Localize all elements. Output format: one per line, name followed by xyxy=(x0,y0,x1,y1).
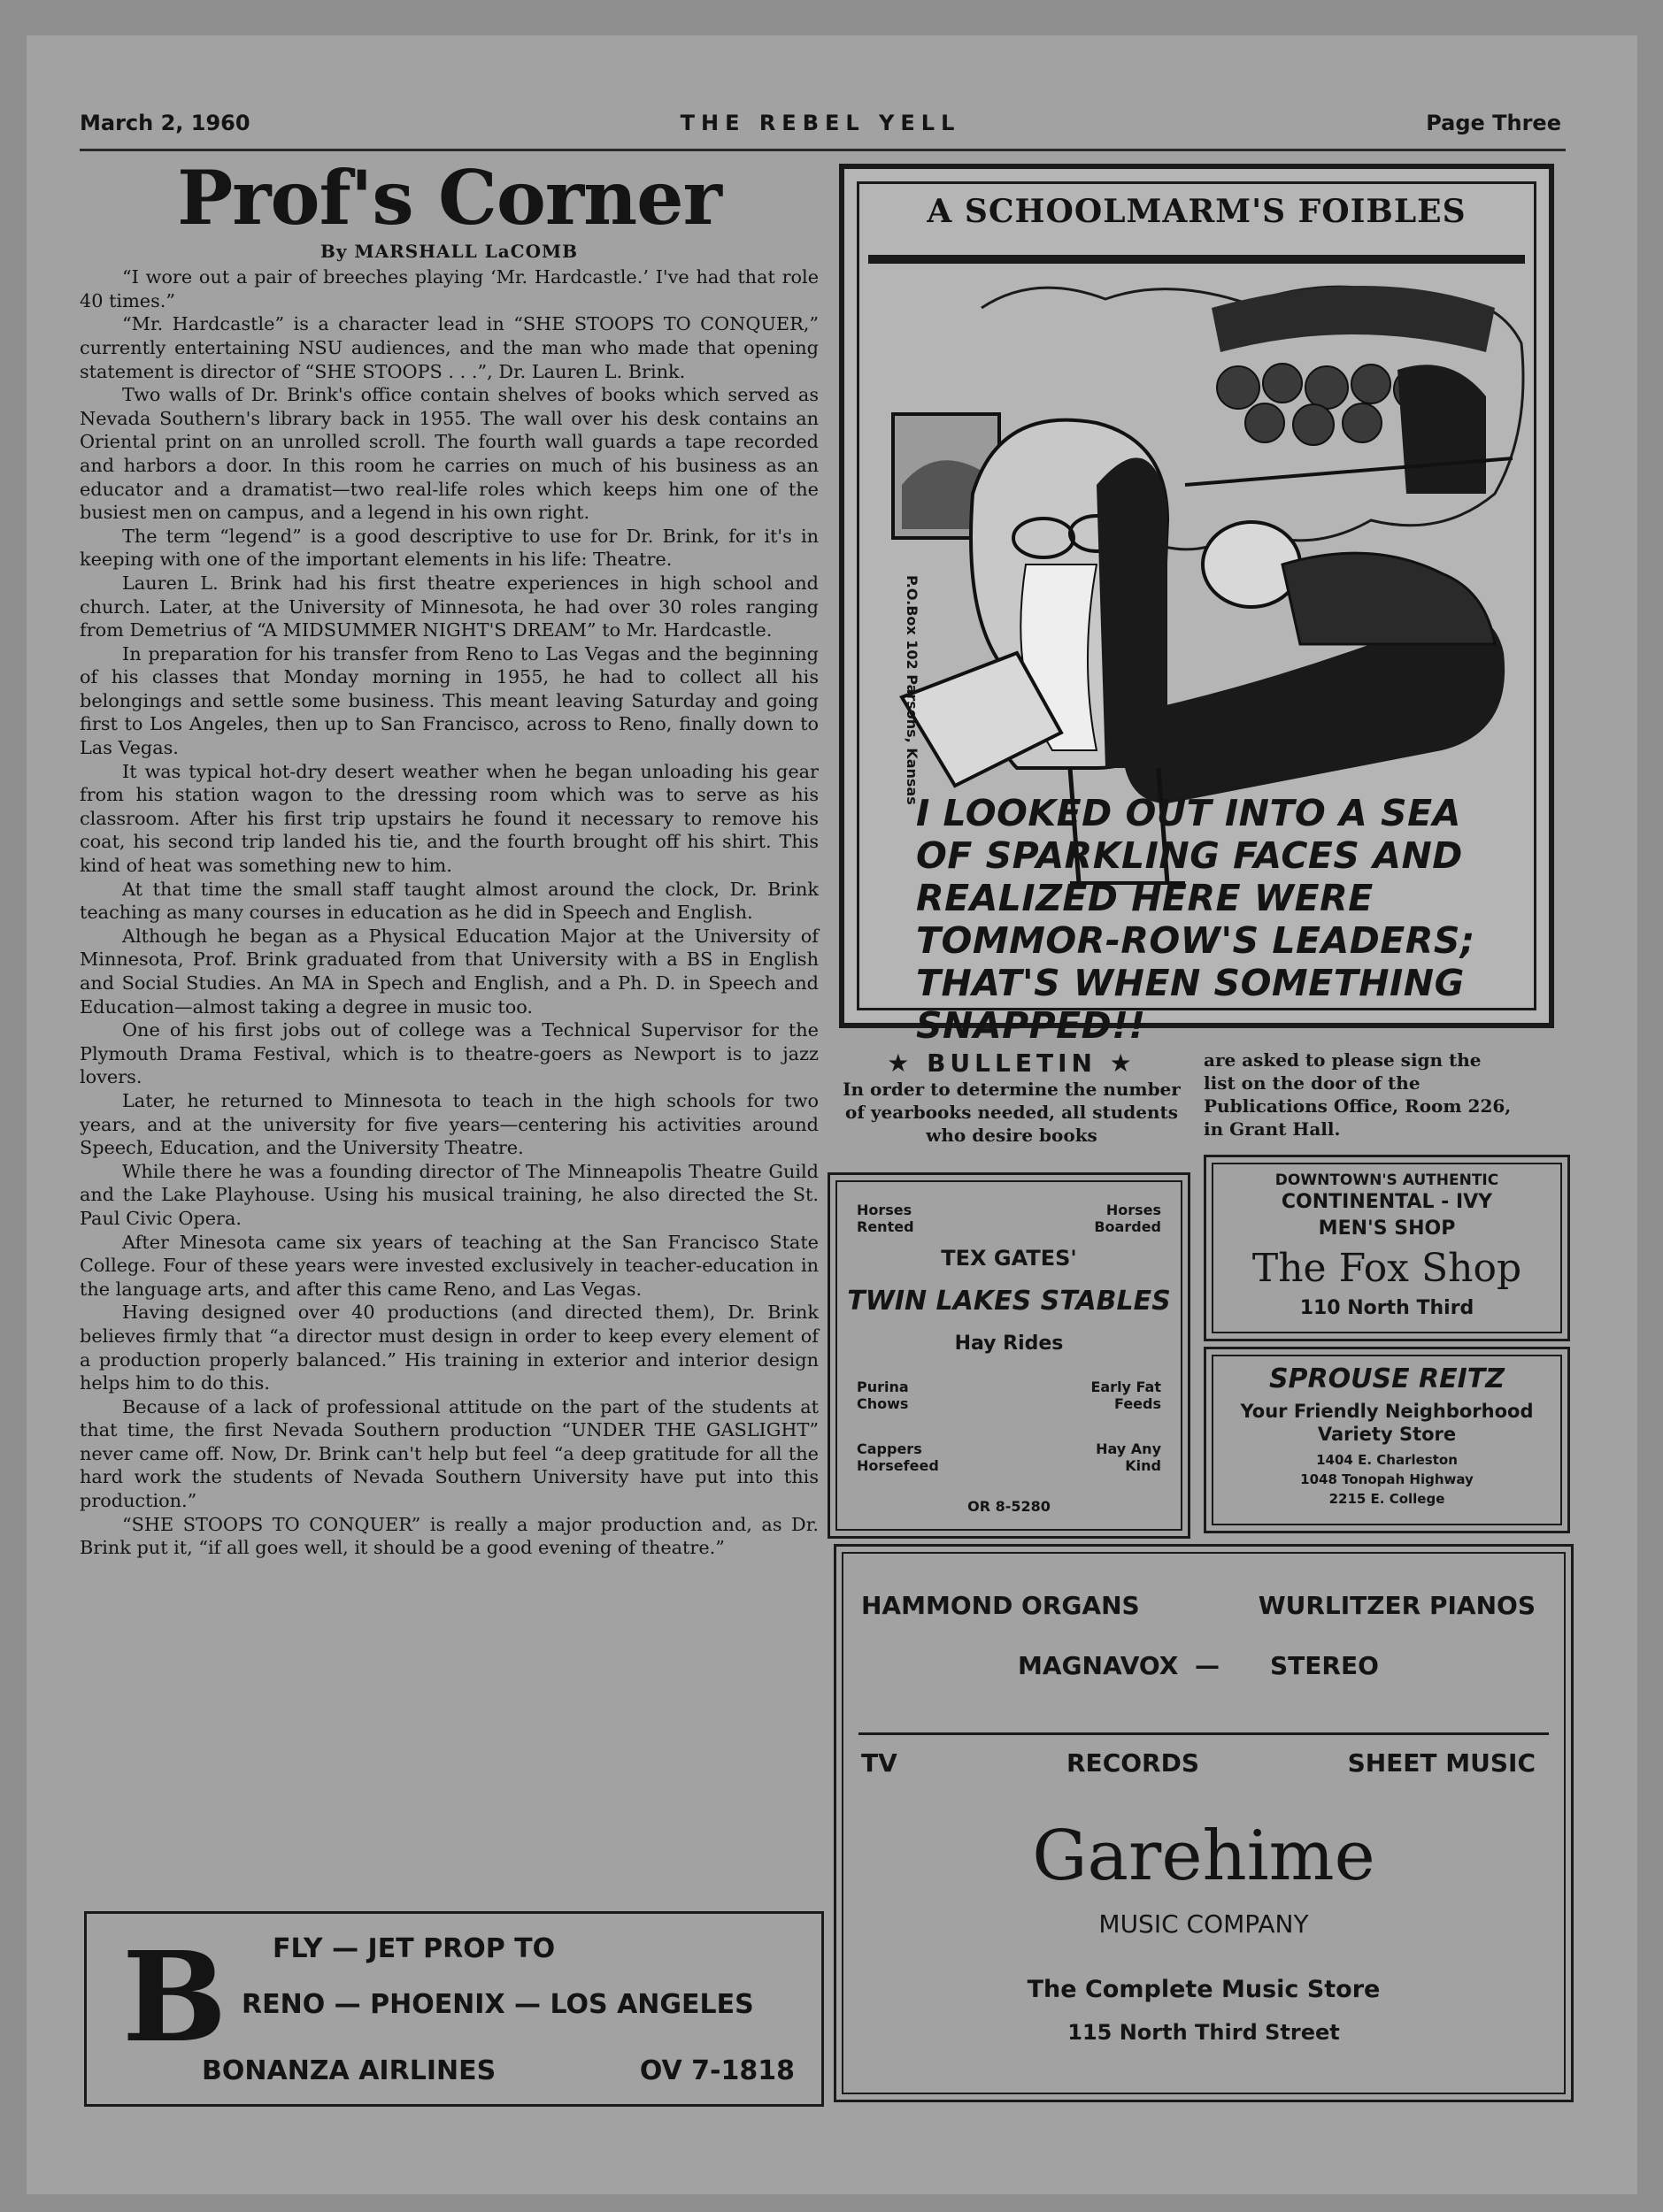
article-paragraph: It was typical hot-dry desert weather when he began unloading his gear from his station wagon to the dressing room which was to serve as his classroom. After his first trip upstairs he found it necessary to remove his coat, his second trip landed his tie, and the fourth brought off his shirt. This kind of heat was something new to him. xyxy=(80,760,819,877)
article-paragraph: Although he began as a Physical Education Major at the University of Minnesota, Prof. Brink graduated from that University with a BS in English and Social Studies. An MA in Spech and English, and a Ph. D. in Speech and Education—almost taking a degree in music too. xyxy=(80,925,819,1018)
article-paragraph: Two walls of Dr. Brink's office contain shelves of books which served as Nevada Southern's library back in 1955. The wall over his desk contains an Oriental print on an unrolled scroll. The fourth wall guards a tape recorded and harbors a door. In this room he carries on much of his business as an educator and a dramatist—two real-life roles which keeps him one of the busiest men on campus, and a legend in his own right. xyxy=(80,384,819,524)
ad-text: Early Fat Feeds xyxy=(1090,1379,1161,1412)
ad-product: WURLITZER PIANOS xyxy=(1258,1591,1536,1620)
ad-subtitle: MUSIC COMPANY xyxy=(1098,1909,1309,1939)
article-paragraph: In preparation for his transfer from Reno to Las Vegas and the beginning of his classes that Monday morning in 1955, he had to collect all his belongings and settle some business. This meant leaving Saturday and going first to Los Angeles, then up to San Francisco, across to Reno, finally down to Las Vegas. xyxy=(80,642,819,759)
issue-date: March 2, 1960 xyxy=(80,111,250,135)
article-paragraph: Later, he returned to Minnesota to teach in the high schools for two years, and at the university for five years—centering his activities around Speech, Education, and the University Theatre. xyxy=(80,1089,819,1159)
article-paragraph: After Minesota came six years of teaching at the San Francisco State College. Four of these years were invested exclusively in teacher-education in the language arts, and after this came Reno, and Las Vegas. xyxy=(80,1231,819,1300)
ad-product: RECORDS xyxy=(1066,1748,1200,1778)
masthead-rule xyxy=(80,149,1566,151)
article-paragraph: At that time the small staff taught almost around the clock, Dr. Brink teaching as many courses in education as he did in Speech and English. xyxy=(80,878,819,924)
article-paragraph: Having designed over 40 productions (and directed them), Dr. Brink believes firmly that “a director must design in order to keep every element of a production properly balanced.” His training in exterior and interior design helps him to do this. xyxy=(80,1302,819,1394)
ad-address: 115 North Third Street xyxy=(1067,2020,1340,2045)
twin-lakes-stables-ad xyxy=(828,1172,1190,1539)
article-paragraph: Lauren L. Brink had his first theatre experiences in high school and church. Later, at the University of Minnesota, he had over 30 roles ranging from Demetrius of “A MIDSUMMER NIGHT'S DREAM” to Mr. Hardcastle. xyxy=(80,572,819,641)
ad-text: Horses Rented xyxy=(857,1202,914,1235)
article-body xyxy=(80,265,819,1560)
ad-business-name: The Fox Shop xyxy=(1251,1246,1522,1291)
cartoon-title-bar xyxy=(868,255,1525,264)
ad-text: FLY — JET PROP TO xyxy=(273,1933,556,1964)
ad-text: Horses Boarded xyxy=(1094,1202,1161,1235)
article-byline: By MARSHALL LaCOMB xyxy=(320,241,579,263)
bulletin-left-column xyxy=(839,1048,1184,1147)
ad-text: CONTINENTAL - IVY xyxy=(1281,1191,1493,1213)
ad-text: MEN'S SHOP xyxy=(1318,1217,1456,1240)
article-paragraph: “SHE STOOPS TO CONQUER” is really a major production and, as Dr. Brink put it, “if all goes well, it should be a good evening of theatre.” xyxy=(80,1513,819,1559)
bonanza-logo: B xyxy=(122,1925,227,2070)
article-paragraph: One of his first jobs out of college was a Technical Supervisor for the Plymouth Drama Festival, which is to theatre-goers as Newport is to jazz lovers. xyxy=(80,1019,819,1088)
masthead xyxy=(80,111,1561,142)
ad-address: 1048 Tonopah Highway xyxy=(1300,1471,1474,1487)
article-paragraph: “Mr. Hardcastle” is a character lead in “SHE STOOPS TO CONQUER,” currently entertaining NSU audiences, and the man who made that opening statement is director of “SHE STOOPS . . .”, Dr. Lauren L. Brink. xyxy=(80,313,819,382)
ad-product: STEREO xyxy=(1270,1651,1379,1680)
bulletin-text-right: are asked to please sign the list on the door of the Publications Office, Room 226, in Grant Hall. xyxy=(1204,1049,1512,1140)
ad-product: SHEET MUSIC xyxy=(1347,1748,1536,1778)
ad-business-name: BONANZA AIRLINES xyxy=(202,2055,497,2086)
bonanza-airlines-ad xyxy=(84,1911,824,2107)
ad-text: DOWNTOWN'S AUTHENTIC xyxy=(1274,1171,1499,1189)
ad-product: TV xyxy=(861,1748,897,1778)
sprouse-reitz-ad xyxy=(1204,1347,1570,1533)
fox-shop-ad xyxy=(1204,1155,1570,1341)
article-paragraph: The term “legend” is a good descriptive to use for Dr. Brink, for it's in keeping with one of the important elements in his life: Theatre. xyxy=(80,525,819,571)
ad-owner: TEX GATES' xyxy=(941,1246,1077,1271)
star-icon: ★ xyxy=(1109,1048,1136,1078)
ad-tagline: Hay Rides xyxy=(954,1333,1064,1355)
ad-tagline: Your Friendly Neighborhood xyxy=(1240,1401,1534,1422)
ad-tagline: Variety Store xyxy=(1317,1424,1457,1445)
article-profs-corner xyxy=(80,154,819,1560)
ad-address: 110 North Third xyxy=(1299,1297,1474,1319)
bulletin-heading xyxy=(839,1048,1184,1078)
star-icon: ★ xyxy=(887,1048,914,1078)
article-paragraph: “I wore out a pair of breeches playing ‘Mr. Hardcastle.’ I've had that role 40 times.” xyxy=(80,266,819,311)
cartoon-title: A SCHOOLMARM'S FOIBLES xyxy=(927,193,1467,230)
ad-business-name: Garehime xyxy=(1032,1816,1375,1896)
ad-slogan: The Complete Music Store xyxy=(1027,1976,1381,2003)
cartoon-credit: P.O.Box 102 Parsons, Kansas xyxy=(904,575,920,805)
ad-business-name: TWIN LAKES STABLES xyxy=(847,1286,1171,1317)
ad-phone: OR 8-5280 xyxy=(967,1498,1051,1515)
newspaper-name: THE REBEL YELL xyxy=(680,111,961,135)
page-number: Page Three xyxy=(1426,111,1561,135)
bulletin-text-left: In order to determine the number of yearbooks needed, all students who desire books xyxy=(843,1079,1181,1146)
ad-text: RENO — PHOENIX — LOS ANGELES xyxy=(242,1989,754,2020)
ad-phone: OV 7-1818 xyxy=(639,2055,795,2086)
ad-product: HAMMOND ORGANS xyxy=(861,1591,1140,1620)
ad-divider xyxy=(858,1732,1549,1735)
article-paragraph: Because of a lack of professional attitude on the part of the students at that time, the first Nevada Southern production “UNDER THE GASLIGHT” never came off. Now, Dr. Brink can't help but feel “a deep gratitude for all the hard work the students of Nevada Southern University have put into this production.” xyxy=(80,1395,819,1512)
ad-text: Purina Chows xyxy=(857,1379,909,1412)
garehime-music-ad xyxy=(834,1544,1574,2102)
ad-address: 2215 E. College xyxy=(1328,1491,1445,1507)
article-paragraph: While there he was a founding director of The Minneapolis Theatre Guild and the Lake Playhouse. Using his musical training, he also directed the St. Paul Civic Opera. xyxy=(80,1160,819,1229)
ad-address: 1404 E. Charleston xyxy=(1316,1452,1458,1468)
ad-text: Cappers Horsefeed xyxy=(857,1440,939,1474)
ad-text: Hay Any Kind xyxy=(1096,1440,1161,1474)
ad-product: MAGNAVOX xyxy=(1018,1651,1179,1680)
ad-business-name: SPROUSE REITZ xyxy=(1268,1363,1505,1394)
cartoon-caption: I LOOKED OUT INTO A SEA OF SPARKLING FACES AND REALIZED HERE WERE TOMMOR-ROW'S LEADERS; THAT'S WHEN SOMETHING SNAPPED!! xyxy=(916,792,1475,1047)
article-headline: Prof's Corner xyxy=(177,154,721,242)
bulletin-heading-text: BULLETIN xyxy=(927,1048,1097,1078)
ad-product-dash: — xyxy=(1195,1651,1220,1680)
